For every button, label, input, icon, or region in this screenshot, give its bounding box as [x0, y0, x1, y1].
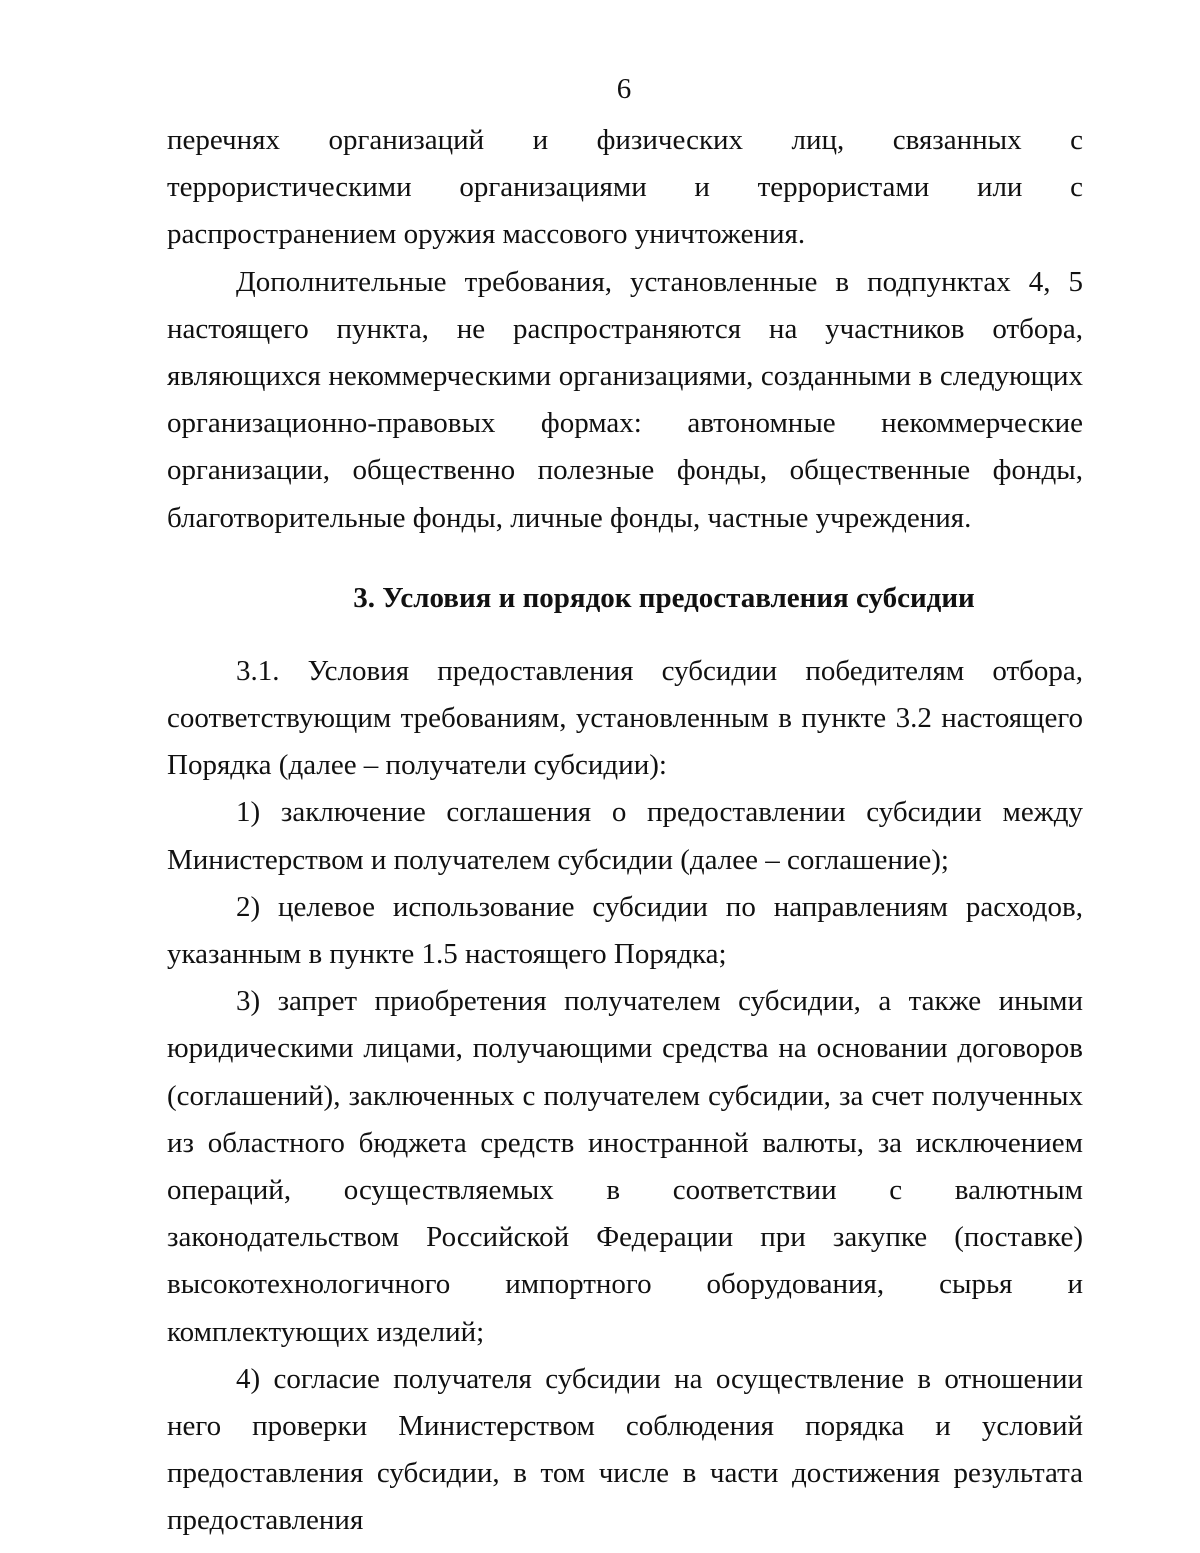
paragraph-item-1: 1) заключение соглашения о предоставлении субсидии между Министерством и получателем субсидии (далее – соглашение);	[167, 796, 1083, 876]
page-number: 6	[616, 73, 632, 105]
paragraph-3-1: 3.1. Условия предоставления субсидии победителям отбора, соответствующим требованиям, установленным в пункте 3.2 настоящего Порядка (далее – получатели субсидии):	[167, 654, 1083, 782]
document-body	[167, 117, 1083, 1545]
section-heading: 3. Условия и порядок предоставления субсидии	[353, 581, 975, 614]
paragraph-additional-requirements: Дополнительные требования, установленные в подпунктах 4, 5 настоящего пункта, не распространяются на участников отбора, являющихся некоммерческими организациями, созданными в следующих организационно-правовых формах: автономные некоммерческие организации, общественно полезные фонды, общественные фонды, благотворительные фонды, личные фонды, частные учреждения.	[167, 265, 1083, 534]
paragraph-item-2: 2) целевое использование субсидии по направлениям расходов, указанным в пункте 1.5 настоящего Порядка;	[167, 890, 1083, 971]
paragraph-item-3: 3) запрет приобретения получателем субсидии, а также иными юридическими лицами, получающими средства на основании договоров (соглашений), заключенных с получателем субсидии, за счет полученных из областного бюджета средств иностранной валюты, за исключением операций, осуществляемых в соответствии с валютным законодательством Российской Федерации при закупке (поставке) высокотехнологичного импортного оборудования, сырья и комплектующих изделий;	[167, 985, 1083, 1348]
paragraph-item-4: 4) согласие получателя субсидии на осуществление в отношении него проверки Министерством соблюдения порядка и условий предоставления субсидии, в том числе в части достижения результата предоставления	[167, 1362, 1083, 1537]
paragraph-list-continuation: перечнях организаций и физических лиц, связанных с террористическими организациями и террористами или с распространением оружия массового уничтожения.	[167, 124, 1083, 251]
